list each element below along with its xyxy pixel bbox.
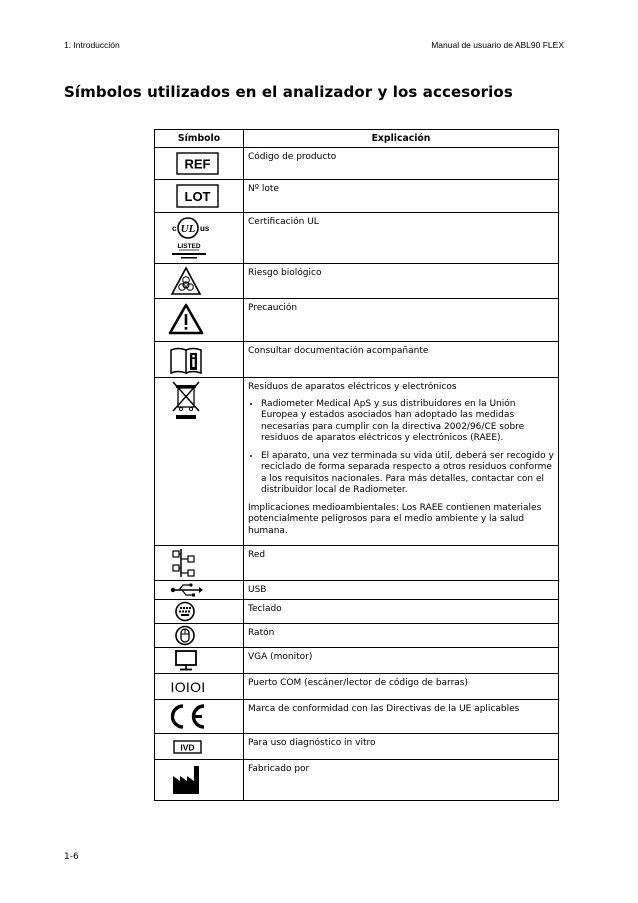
weee-bullet-list [248,399,554,497]
table-row [155,760,559,801]
explanation-cell: Red [244,546,559,581]
table-row [155,674,559,700]
symbol-cell [155,213,244,264]
consult-documentation-icon [155,342,243,377]
explanation-cell: Consultar documentación acompañante [244,342,559,378]
symbol-cell [155,674,244,700]
table-row [155,299,559,342]
explanation-cell: Ratón [244,624,559,648]
manufacturer-icon [155,760,243,800]
ul-listed-label: LISTED [177,243,201,250]
explanation-cell: Fabricado por [244,760,559,801]
lot-symbol-icon [155,180,243,212]
mouse-icon [155,624,243,647]
symbol-cell [155,342,244,378]
symbol-cell [155,624,244,648]
com-port-label: IOIOI [170,679,206,695]
symbol-cell [155,378,244,546]
symbol-cell [155,264,244,299]
table-row [155,600,559,624]
explanation-cell: Para uso diagnóstico in vitro [244,734,559,760]
explanation-cell: Nº lote [244,180,559,213]
explanation-cell: Certificación UL [244,213,559,264]
explanation-cell: Teclado [244,600,559,624]
svg-text:us: us [200,224,210,233]
table-row [155,624,559,648]
symbol-cell [155,760,244,801]
ul-certification-icon [155,213,243,263]
table-row [155,148,559,180]
table-row [155,213,559,264]
explanation-cell: Marca de conformidad con las Directivas de la UE aplicables [244,700,559,734]
keyboard-icon [155,600,243,623]
page-number: 1-6 [64,852,79,862]
table-row [155,546,559,581]
explanation-cell: USB [244,581,559,600]
symbol-cell [155,581,244,600]
table-row [155,581,559,600]
explanation-cell: Código de producto [244,148,559,180]
symbol-cell [155,546,244,581]
explanation-cell: Precaución [244,299,559,342]
table-header-row [155,130,559,148]
explanation-cell: Riesgo biológico [244,264,559,299]
header-section: 1. Introducción [64,40,120,50]
symbol-cell [155,700,244,734]
explanation-cell: VGA (monitor) [244,648,559,674]
weee-icon [155,378,243,424]
svg-text:UL: UL [180,223,196,235]
weee-title: Residuos de aparatos eléctricos y electrónicos [248,382,457,392]
table-row [155,180,559,213]
table-row [155,700,559,734]
symbol-cell [155,180,244,213]
com-port-icon [155,674,243,699]
column-header-symbol: Símbolo [155,130,244,148]
symbol-cell [155,648,244,674]
table-row [155,378,559,546]
lot-label: LOT [184,189,211,204]
ref-symbol-icon [155,148,243,179]
ivd-label: IVD [180,742,195,753]
header-manual-title: Manual de usuario de ABL90 FLEX [431,40,564,50]
ref-label: REF [184,156,211,172]
symbols-table [154,129,559,801]
ivd-symbol-icon [155,734,243,759]
symbol-cell [155,600,244,624]
ce-mark-icon [155,700,243,733]
monitor-icon [155,648,243,673]
caution-icon [155,299,243,341]
table-row [155,648,559,674]
table-row [155,734,559,760]
explanation-cell: Puerto COM (escáner/lector de código de barras) [244,674,559,700]
svg-text:c: c [172,224,177,233]
weee-environmental-note: Implicaciones medioambientales: Los RAEE contienen materiales potencialmente peligrosos para el medio ambiente y la salud humana. [248,502,542,536]
list-item: • Radiometer Medical ApS y sus distribuidores en la Unión Europea y estados asociados han adoptado las medidas necesarias para cumplir con la directiva 2002/96/CE sobre residuos de aparatos eléctricos y electrónicos (RAEE). [261,399,554,445]
table-row [155,342,559,378]
symbol-cell [155,299,244,342]
biohazard-icon [155,264,243,298]
explanation-cell [244,378,559,546]
symbol-cell [155,734,244,760]
page-title: Símbolos utilizados en el analizador y los accesorios [64,83,513,101]
list-item: • El aparato, una vez terminada su vida útil, deberá ser recogido y reciclado de forma separada respecto a otros residuos conforme a los requisitos nacionales. Para más detalles, contactar con el distribuidor local de Radiometer. [261,451,554,497]
usb-icon [155,581,243,599]
symbol-cell [155,148,244,180]
network-icon [155,546,243,580]
table-row [155,264,559,299]
column-header-explanation: Explicación [244,130,559,148]
